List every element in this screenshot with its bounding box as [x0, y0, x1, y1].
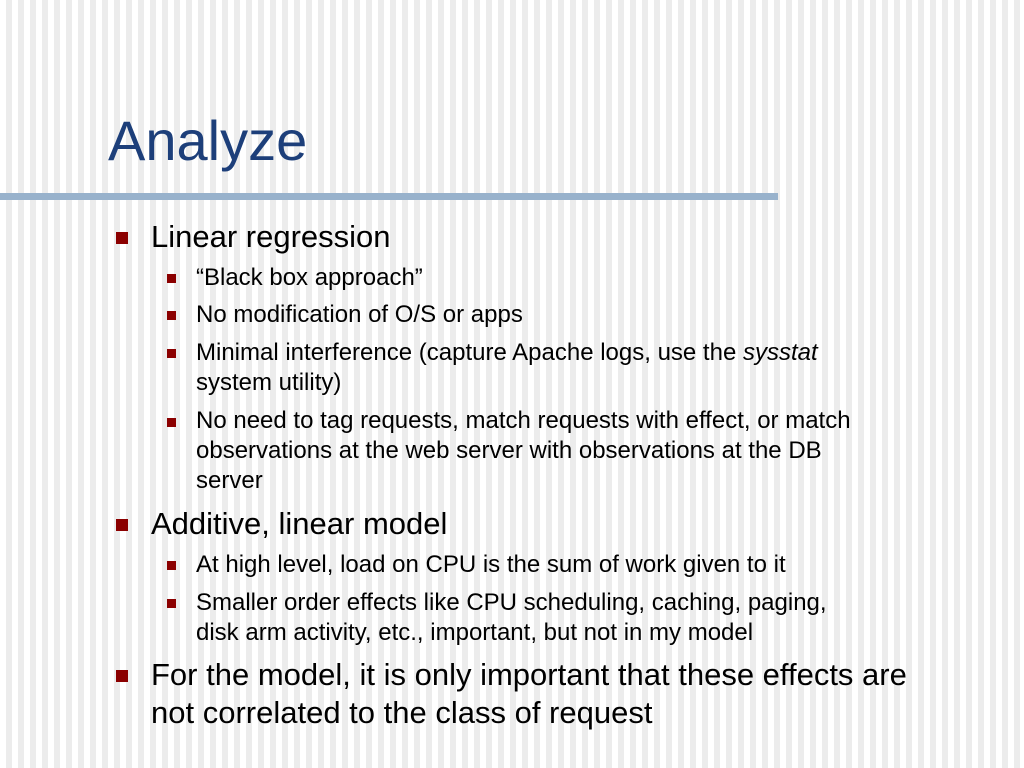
bullet-square-icon — [116, 519, 128, 531]
sub-bullet-no-need-to-tag-line2: observations at the web server with observations at the DB — [196, 437, 822, 464]
bullet-for-the-model-line2: not correlated to the class of request — [151, 695, 653, 730]
sub-bullet-minimal-interference-cont: system utility) — [196, 369, 342, 396]
bullet-linear-regression: Linear regression — [151, 219, 391, 254]
sub-bullet-square-icon — [167, 561, 176, 570]
bullet-square-icon — [116, 670, 128, 682]
sub-bullet-square-icon — [167, 311, 176, 320]
bullet-additive-linear-model: Additive, linear model — [151, 506, 448, 541]
sub-bullet-no-need-to-tag: No need to tag requests, match requests with effect, or match — [196, 407, 851, 434]
sub-bullet-minimal-interference: Minimal interference (capture Apache logs, use the sysstat — [196, 339, 818, 366]
sysstat-term: sysstat — [742, 339, 818, 366]
sub-bullet-smaller-order-effects-line2: disk arm activity, etc., important, but not in my model — [196, 619, 754, 646]
sub-bullet-smaller-order-effects: Smaller order effects like CPU scheduling, caching, paging, — [196, 589, 827, 616]
bullet-for-the-model: For the model, it is only important that these effects are — [151, 657, 907, 692]
slide-title: Analyze — [108, 109, 308, 172]
sub-bullet-black-box: “Black box approach” — [196, 264, 423, 291]
sub-bullet-square-icon — [167, 274, 176, 283]
sub-bullet-high-level-load: At high level, load on CPU is the sum of work given to it — [196, 551, 786, 578]
bullet-square-icon — [116, 232, 128, 244]
sub-bullet-no-need-to-tag-line3: server — [196, 467, 263, 494]
sub-bullet-square-icon — [167, 599, 176, 608]
sub-bullet-square-icon — [167, 418, 176, 427]
sub-bullet-square-icon — [167, 349, 176, 358]
sub-bullet-no-modification: No modification of O/S or apps — [196, 301, 523, 328]
